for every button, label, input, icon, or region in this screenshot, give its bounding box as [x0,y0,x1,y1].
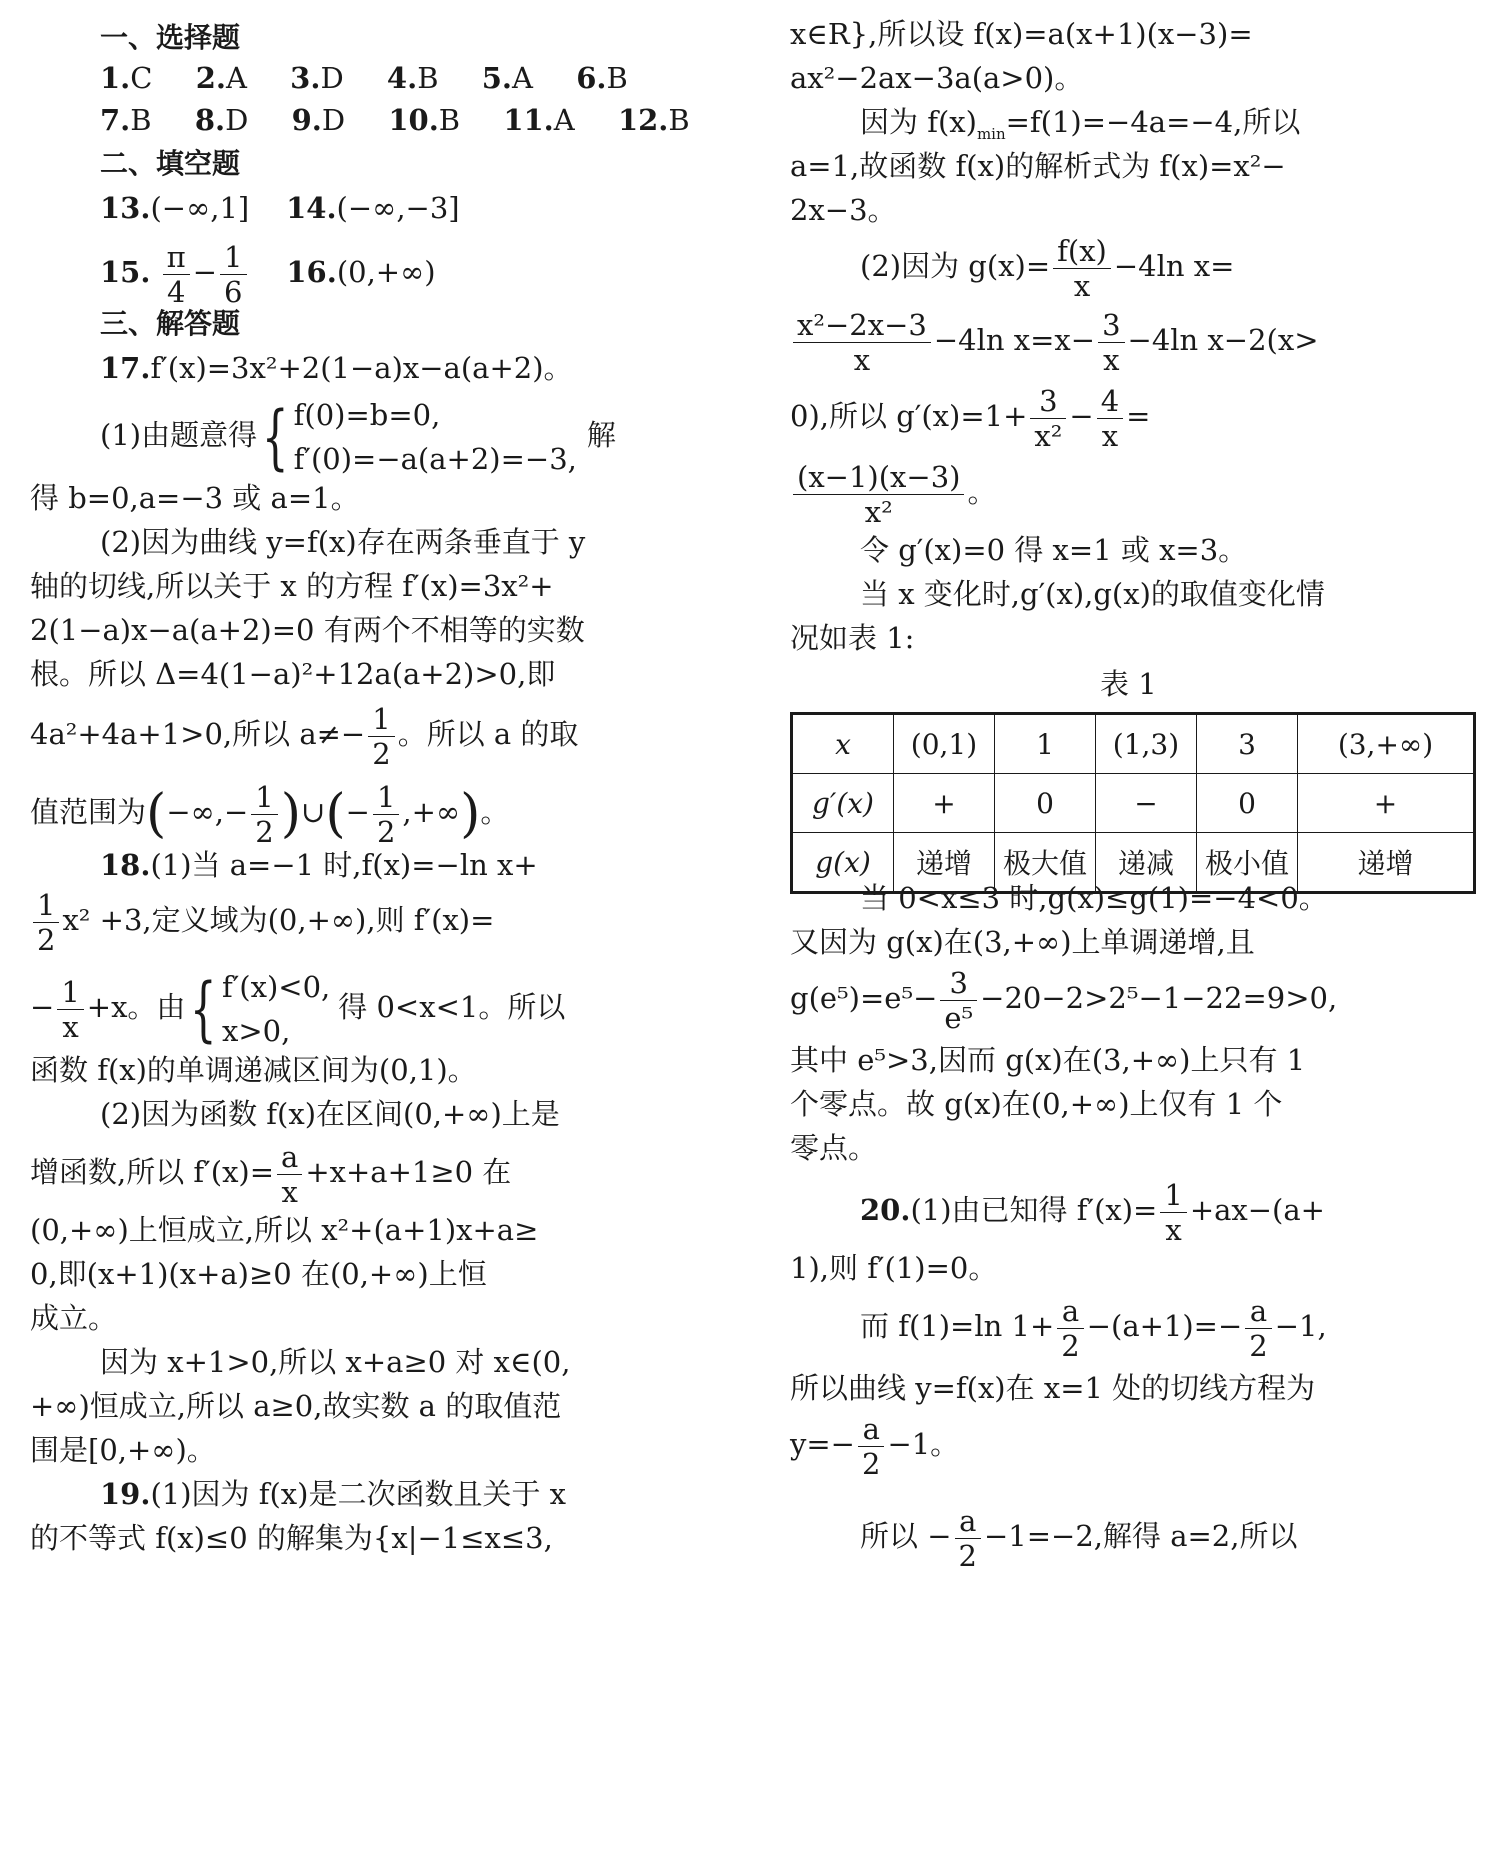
problem-17-line-7: 根。所以 Δ=4(1−a)²+12a(a+2)>0,即 [30,657,556,691]
problem-19-line-13: 当 x 变化时,g′(x),g(x)的取值变化情 [860,577,1325,611]
problem-18-line-9: 成立。 [30,1301,118,1335]
problem-17-line-5: 轴的切线,所以关于 x 的方程 f′(x)=3x²+ [30,569,554,603]
problem-20-line-5: y=− $\frac{a}{2}$ −1。 [790,1411,960,1481]
problem-18-line-2: $\frac{1}{2}$ x² +3,定义域为(0,+∞),则 f′(x)= [30,880,494,960]
problem-18-line-5: (2)因为函数 f(x)在区间(0,+∞)上是 [100,1097,560,1131]
problem-17-line-8: 4a²+4a+1>0,所以 a≠− $\frac{1}{2}$ 。所以 a 的取 [30,701,579,771]
problem-18-line-8: 0,即(x+1)(x+a)≥0 在(0,+∞)上恒 [30,1257,487,1291]
problem-19-line-3: x∈R},所以设 f(x)=a(x+1)(x−3)= [790,17,1253,51]
problem-20-line-6: 所以 − $\frac{a}{2}$ −1=−2,解得 a=2,所以 [860,1503,1298,1573]
problem-18-line-4: 函数 f(x)的单调递减区间为(0,1)。 [30,1053,477,1087]
problem-19-line-14: 况如表 1: [790,621,915,655]
section-heading-fill: 二、填空题 [100,147,241,180]
problem-17-line-4: (2)因为曲线 y=f(x)存在两条垂直于 y [100,525,586,559]
problem-19-line-15: 当 0<x≤3 时,g(x)≤g(1)=−4<0。 [860,881,1328,915]
problem-19-line-12: 令 g′(x)=0 得 x=1 或 x=3。 [860,533,1248,567]
problem-18-line-11: +∞)恒成立,所以 a≥0,故实数 a 的取值范 [30,1389,562,1423]
problem-18-line-1: 18.(1)当 a=−1 时,f(x)=−ln x+ [100,848,538,882]
variation-table [790,712,1476,894]
problem-18-line-7: (0,+∞)上恒成立,所以 x²+(a+1)x+a≥ [30,1213,539,1247]
problem-19-line-10: 0),所以 g′(x)=1+ $\frac{3}{\text{x²}}$ − $\frac{4}{x}$ = [790,383,1151,453]
section-heading-solutions: 三、解答题 [100,307,241,340]
problem-19-line-6: a=1,故函数 f(x)的解析式为 f(x)=x²− [790,149,1286,183]
problem-17-line-6: 2(1−a)x−a(a+2)=0 有两个不相等的实数 [30,613,585,647]
table-row: g(x) 递增 极大值 递减 极小值 递增 [792,833,1475,893]
problem-19-line-2: 的不等式 f(x)≤0 的解集为{x|−1≤x≤3, [30,1521,553,1555]
problem-19-line-20: 零点。 [790,1131,878,1165]
section-heading-choice: 一、选择题 [100,21,241,54]
table-title: 表 1 [1100,667,1157,701]
fill-answers-row-1: 13.(−∞,1] 14.(−∞,−3] [100,191,460,225]
table-row: g′(x) + 0 − 0 + [792,774,1475,833]
fill-answers-row-2: 15. $\frac{\pi}{4}$ − $\frac{1}{6}$ 16.(0,+∞) [100,239,436,309]
choice-answers-row-2: 7.B 8.D 9.D 10.B 11.A 12.B [100,103,690,137]
problem-18-line-3: − $\frac{1}{x}$ +x。由{ f′(x)<0, x>0, 得 0<x<1。所以 [30,968,566,1050]
problem-18-line-10: 因为 x+1>0,所以 x+a≥0 对 x∈(0, [100,1345,571,1379]
problem-17-system: (1)由题意得{ f(0)=b=0, f′(0)=−a(a+2)=−3, 解 [100,396,616,478]
problem-19-line-8: (2)因为 g(x)= $\frac{f(x)}{x}$ −4ln x= [860,233,1235,303]
problem-19-line-5: 因为 $f(x)_{min}=f(1)=-4a=-4$,所以 [860,105,1301,143]
problem-19-line-7: 2x−3。 [790,193,897,227]
problem-19-line-18: 其中 e⁵>3,因而 g(x)在(3,+∞)上只有 1 [790,1043,1306,1077]
choice-answers-row-1: 1.C 2.A 3.D 4.B 5.A 6.B [100,61,628,95]
problem-19-line-9: $\frac{\text{x²−2x−3}}{x}$ −4ln x=x− $\frac{3}{x}$ −4ln x−2(x> [790,300,1319,380]
problem-17-line-9: 值范围为(−∞,− $\frac{1}{2}$ )∪(− $\frac{1}{2}$ ,+∞)。 [30,779,510,849]
problem-19-line-11: $\frac{(x-1)(x-3)}{\text{x²}}$ 。 [790,452,996,532]
problem-17-line-3: 得 b=0,a=−3 或 a=1。 [30,481,360,515]
problem-20-line-2: 1),则 f′(1)=0。 [790,1251,998,1285]
problem-19-line-19: 个零点。故 g(x)在(0,+∞)上仅有 1 个 [790,1087,1283,1121]
problem-18-line-6: 增函数,所以 f′(x)= $\frac{a}{x}$ +x+a+1≥0 在 [30,1139,512,1209]
problem-18-line-12: 围是[0,+∞)。 [30,1433,216,1467]
problem-20-line-1: 20.(1)由已知得 f′(x)= $\frac{1}{x}$ +ax−(a+ [860,1177,1325,1247]
problem-20-line-4: 所以曲线 y=f(x)在 x=1 处的切线方程为 [790,1371,1316,1405]
problem-20-line-3: 而 f(1)=ln 1+ $\frac{a}{2}$ −(a+1)=− $\frac{a}{2}$ −1, [860,1293,1327,1363]
problem-19-line-16: 又因为 g(x)在(3,+∞)上单调递增,且 [790,925,1255,959]
problem-19-line-4: ax²−2ax−3a(a>0)。 [790,61,1084,95]
problem-19-line-1: 19.(1)因为 f(x)是二次函数且关于 x [100,1477,567,1511]
problem-17-line-1: 17.f′(x)=3x²+2(1−a)x−a(a+2)。 [100,351,573,385]
problem-19-line-17: g(e⁵)=e⁵− $\frac{3}{\text{e⁵}}$ −20−2>2⁵−1−22=9>0, [790,965,1338,1035]
table-row: x (0,1) 1 (1,3) 3 (3,+∞) [792,714,1475,774]
